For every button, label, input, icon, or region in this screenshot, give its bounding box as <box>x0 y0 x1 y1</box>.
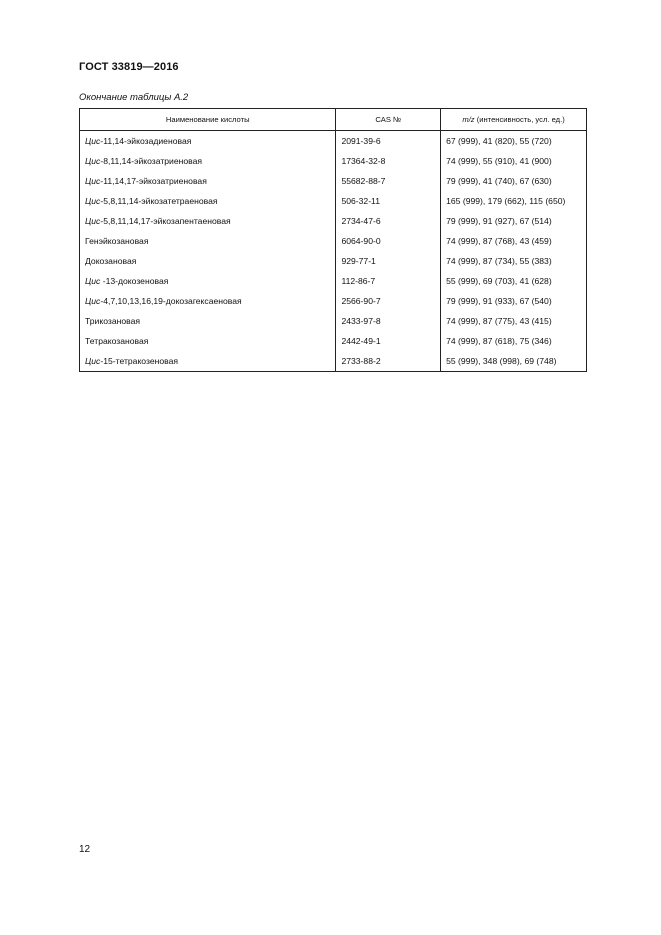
acid-name: -5,8,11,14,17-эйкозапентаеновая <box>100 216 231 226</box>
mz-header-text: (интенсивность, усл. ед.) <box>474 115 565 124</box>
mz-intensity-cell: 79 (999), 91 (933), 67 (540) <box>441 291 587 311</box>
mz-variable: m/z <box>462 115 475 124</box>
acid-name-cell <box>80 211 336 231</box>
acid-name: Докозановая <box>85 256 137 266</box>
cas-number-cell: 929-77-1 <box>336 251 441 271</box>
cas-number-cell: 2734-47-6 <box>336 211 441 231</box>
acid-name: Трикозановая <box>85 316 141 326</box>
acid-name: -8,11,14-эйкозатриеновая <box>100 156 203 166</box>
table-header-row <box>80 109 587 131</box>
acid-name: Тетракозановая <box>85 336 149 346</box>
table-body <box>80 131 587 372</box>
table-row <box>80 251 587 271</box>
cas-number-cell: 2091-39-6 <box>336 131 441 152</box>
mz-intensity-cell: 74 (999), 87 (618), 75 (346) <box>441 331 587 351</box>
mz-intensity-cell: 55 (999), 69 (703), 41 (628) <box>441 271 587 291</box>
table-row <box>80 171 587 191</box>
mz-intensity-cell: 74 (999), 87 (734), 55 (383) <box>441 251 587 271</box>
table-row <box>80 231 587 251</box>
acid-name: -11,14,17-эйкозатриеновая <box>100 176 207 186</box>
acid-name: -11,14-эйкозадиеновая <box>100 136 192 146</box>
cis-prefix: Цис <box>85 356 101 366</box>
table-row <box>80 351 587 372</box>
cas-number-cell: 55682-88-7 <box>336 171 441 191</box>
cas-number-cell: 2442-49-1 <box>336 331 441 351</box>
table-row <box>80 151 587 171</box>
mz-intensity-cell: 74 (999), 87 (775), 43 (415) <box>441 311 587 331</box>
acid-name: -4,7,10,13,16,19-докозагексаеновая <box>100 296 242 306</box>
mz-intensity-cell: 67 (999), 41 (820), 55 (720) <box>441 131 587 152</box>
page-number: 12 <box>79 844 91 855</box>
acid-name-cell <box>80 351 336 372</box>
cas-number-cell: 2566-90-7 <box>336 291 441 311</box>
cas-number-cell: 506-32-11 <box>336 191 441 211</box>
table-row <box>80 331 587 351</box>
acid-name-cell <box>80 231 336 251</box>
mz-intensity-cell: 55 (999), 348 (998), 69 (748) <box>441 351 587 372</box>
acid-name: -13-докозеновая <box>100 276 169 286</box>
acid-name-cell <box>80 271 336 291</box>
acid-name-cell <box>80 131 336 152</box>
cis-prefix: Цис <box>85 136 101 146</box>
column-header-mz <box>441 109 587 131</box>
acid-name-cell <box>80 151 336 171</box>
acid-name: -15-тетракозеновая <box>100 356 179 366</box>
cis-prefix: Цис <box>85 296 101 306</box>
table-row <box>80 131 587 152</box>
cis-prefix: Цис <box>85 216 101 226</box>
cis-prefix: Цис <box>85 156 101 166</box>
table-row <box>80 291 587 311</box>
acid-name-cell <box>80 171 336 191</box>
mz-intensity-cell: 74 (999), 87 (768), 43 (459) <box>441 231 587 251</box>
cis-prefix: Цис <box>85 196 101 206</box>
acids-table <box>79 108 587 372</box>
table-row <box>80 211 587 231</box>
mz-intensity-cell: 79 (999), 41 (740), 67 (630) <box>441 171 587 191</box>
table-caption: Окончание таблицы А.2 <box>79 92 189 103</box>
mz-intensity-cell: 74 (999), 55 (910), 41 (900) <box>441 151 587 171</box>
cas-number-cell: 17364-32-8 <box>336 151 441 171</box>
table-row <box>80 271 587 291</box>
cis-prefix: Цис <box>85 276 101 286</box>
acid-name-cell <box>80 191 336 211</box>
table-row <box>80 311 587 331</box>
acid-name: -5,8,11,14-эйкозатетраеновая <box>100 196 218 206</box>
cas-number-cell: 2433-97-8 <box>336 311 441 331</box>
document-header: ГОСТ 33819—2016 <box>79 61 179 73</box>
cas-number-cell: 6064-90-0 <box>336 231 441 251</box>
acid-name-cell <box>80 291 336 311</box>
acid-name-cell <box>80 251 336 271</box>
column-header-acid-name: Наименование кислоты <box>80 109 336 131</box>
acid-name-cell <box>80 331 336 351</box>
cis-prefix: Цис <box>85 176 101 186</box>
acid-name-cell <box>80 311 336 331</box>
column-header-cas: CAS № <box>336 109 441 131</box>
mz-intensity-cell: 165 (999), 179 (662), 115 (650) <box>441 191 587 211</box>
table-row <box>80 191 587 211</box>
acid-name: Генэйкозановая <box>85 236 149 246</box>
cas-number-cell: 2733-88-2 <box>336 351 441 372</box>
cas-number-cell: 112-86-7 <box>336 271 441 291</box>
mz-intensity-cell: 79 (999), 91 (927), 67 (514) <box>441 211 587 231</box>
